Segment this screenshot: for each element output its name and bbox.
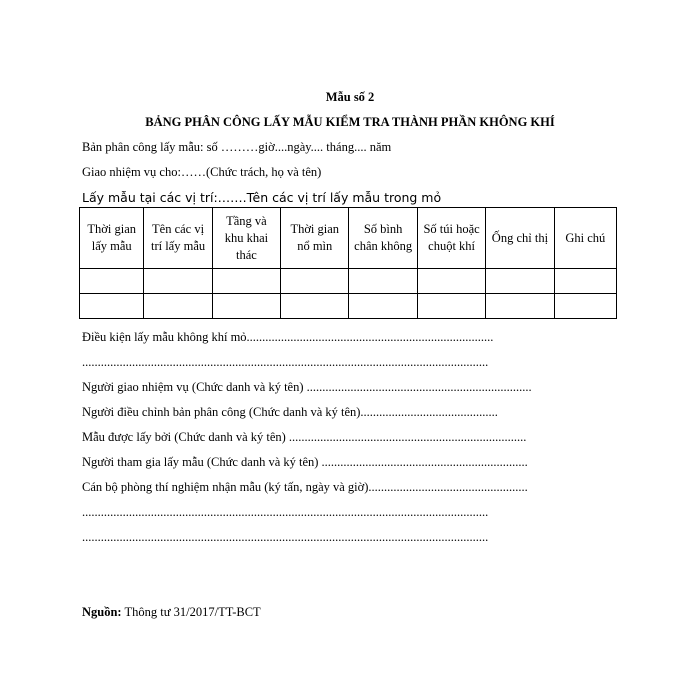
- table-cell: [486, 269, 554, 294]
- header-text: Ống chỉ thị: [491, 230, 549, 245]
- table-cell: [554, 294, 616, 319]
- header-text: Thời gian: [290, 222, 340, 236]
- form-number: Mẫu số 2: [325, 90, 375, 104]
- header-text: Tầng và: [226, 213, 267, 228]
- table-cell: [349, 269, 417, 294]
- header-text: Tên các vị: [152, 222, 205, 236]
- header-text: Ghi chú: [565, 230, 606, 245]
- header-gas-bags: [417, 208, 485, 269]
- header-text: thác: [235, 247, 257, 262]
- table-cell: [486, 294, 554, 319]
- header-text: chuột khí: [428, 239, 476, 253]
- header-text: chân không: [354, 239, 413, 253]
- table-header-row: [80, 208, 617, 269]
- table-cell: [144, 269, 212, 294]
- header-indicator-tubes: [486, 208, 554, 269]
- sampling-table: [79, 207, 617, 319]
- header-sampling-time: [80, 208, 144, 269]
- source-note: [82, 605, 261, 620]
- header-level-zone: [212, 208, 280, 269]
- assigner-field: Người giao nhiệm vụ (Chức danh và ký tên) ........................................................................: [82, 380, 532, 394]
- table-cell: [281, 269, 349, 294]
- blank-fill-line: ..................................................................................................................................: [82, 530, 489, 544]
- table-cell: [417, 294, 485, 319]
- assigned-to-line: Giao nhiệm vụ cho:……(Chức trách, họ và tên): [82, 165, 322, 179]
- table-row: [80, 269, 617, 294]
- table-cell: [80, 269, 144, 294]
- header-notes: [554, 208, 616, 269]
- form-title: BẢNG PHÂN CÔNG LẤY MẪU KIỂM TRA THÀNH PHẦN KHÔNG KHÍ: [145, 115, 555, 129]
- adjuster-field: Người điều chỉnh bản phân công (Chức danh và ký tên)............................................: [82, 405, 498, 419]
- table-cell: [212, 294, 280, 319]
- header-text: Số túi hoặc: [423, 222, 480, 236]
- table-cell: [281, 294, 349, 319]
- lab-receiver-field: Cán bộ phòng thí nghiệm nhận mẫu (ký tấn, ngày và giờ)...................................................: [82, 480, 528, 494]
- header-text: nổ mìn: [297, 239, 333, 253]
- sampling-conditions-field: Điều kiện lấy mẫu không khí mỏ...............................................................................: [82, 330, 494, 344]
- source-label: Nguồn:: [82, 605, 122, 619]
- header-text: Số bình: [363, 222, 403, 236]
- assignment-line: Bản phân công lấy mẫu: số ………giờ....ngày.... tháng.... năm: [82, 140, 392, 154]
- header-blasting-time: [281, 208, 349, 269]
- sampled-by-field: Mẫu được lấy bởi (Chức danh và ký tên) ............................................................................: [82, 430, 527, 444]
- table-cell: [417, 269, 485, 294]
- table-cell: [144, 294, 212, 319]
- header-text: trí lấy mẫu: [150, 239, 206, 253]
- blank-fill-line: ..................................................................................................................................: [82, 505, 489, 519]
- table-cell: [554, 269, 616, 294]
- table-cell: [212, 269, 280, 294]
- header-text: lấy mẫu: [91, 239, 132, 253]
- table-cell: [80, 294, 144, 319]
- source-text: Thông tư 31/2017/TT-BCT: [124, 605, 261, 619]
- table-cell: [349, 294, 417, 319]
- sampling-locations-line: Lấy mẫu tại các vị trí:…….Tên các vị trí lấy mẫu trong mỏ: [82, 190, 442, 205]
- header-text: khu khai: [224, 230, 269, 245]
- table-row: [80, 294, 617, 319]
- participant-field: Người tham gia lấy mẫu (Chức danh và ký tên) ..................................................................: [82, 455, 528, 469]
- header-vacuum-bottles: [349, 208, 417, 269]
- header-location-names: [144, 208, 212, 269]
- blank-fill-line: ..................................................................................................................................: [82, 355, 489, 369]
- header-text: Thời gian: [87, 222, 137, 236]
